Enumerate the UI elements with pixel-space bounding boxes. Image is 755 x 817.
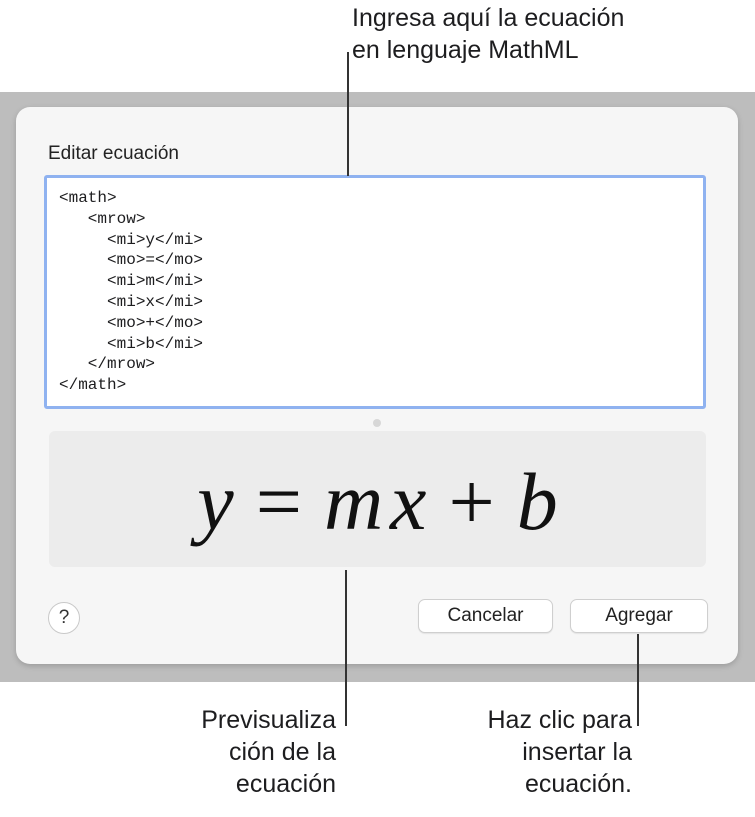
callout-preview	[150, 704, 336, 800]
code-line: <mi>y</mi>	[59, 230, 204, 249]
add-button[interactable]: Agregar	[570, 599, 708, 633]
callout-line: Ingresa aquí la ecuación	[352, 4, 625, 32]
callout-leader-line	[347, 52, 349, 176]
callout-line: insertar la	[522, 738, 632, 766]
equation-preview	[49, 431, 706, 567]
equation-var-x: x	[390, 456, 427, 547]
callout-line: Haz clic para	[487, 706, 632, 734]
callout-line: en lenguaje MathML	[352, 36, 579, 64]
code-line: <mi>m</mi>	[59, 272, 204, 291]
equation-var-m: m	[323, 456, 384, 547]
dialog-title: Editar ecuación	[48, 143, 179, 164]
code-line: <mo>+</mo>	[59, 313, 204, 332]
callout-line: ecuación.	[524, 770, 632, 798]
code-line: <mi>x</mi>	[59, 292, 204, 311]
help-button[interactable]: ?	[48, 602, 80, 634]
equation-equals: =	[255, 456, 302, 547]
callout-leader-line	[345, 570, 347, 726]
code-line: </mrow>	[59, 355, 156, 374]
equation-var-y: y	[197, 456, 234, 547]
cancel-button[interactable]: Cancelar	[418, 599, 553, 633]
resize-handle[interactable]	[373, 419, 381, 427]
mathml-editor[interactable]	[44, 175, 706, 409]
callout-line: Previsualiza	[201, 706, 336, 734]
code-line: <mi>b</mi>	[59, 334, 204, 353]
code-line: </math>	[59, 376, 127, 395]
equation-var-b: b	[516, 456, 558, 547]
callout-leader-line	[637, 634, 639, 726]
equation-rendering	[49, 457, 706, 547]
code-line: <mo>=</mo>	[59, 251, 204, 270]
equation-plus: +	[448, 456, 495, 547]
edit-equation-dialog	[16, 107, 738, 664]
code-line: <math>	[59, 189, 117, 207]
callout-line: ecuación	[235, 770, 336, 798]
code-line: <mrow>	[59, 209, 146, 228]
callout-add	[440, 704, 632, 800]
callout-mathml-input	[352, 2, 624, 66]
callout-line: ción de la	[228, 738, 336, 766]
